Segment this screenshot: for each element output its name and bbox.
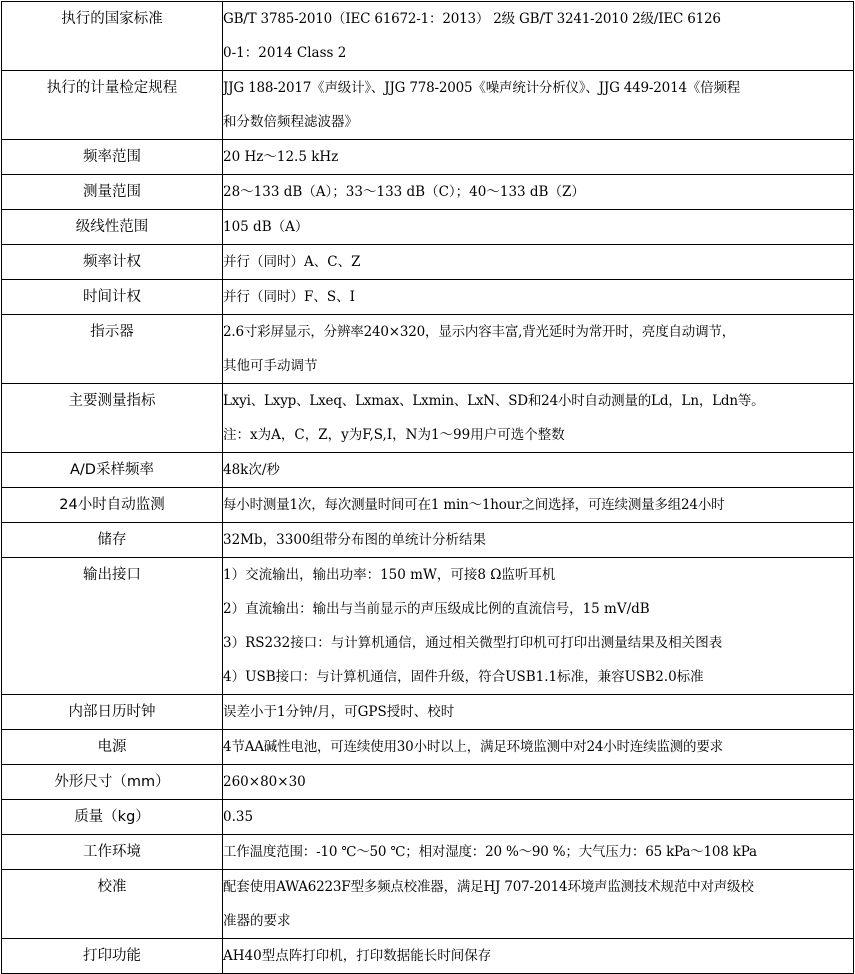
row-value	[223, 765, 854, 800]
row-value	[223, 870, 854, 939]
row-label: 频率范围	[2, 140, 223, 175]
row-value	[223, 800, 854, 835]
row-value	[223, 280, 854, 315]
spec-table	[1, 1, 854, 974]
value-line: 4节AA碱性电池，可连续使用30小时以上，满足环境监测中对24小时连续监测的要求	[223, 739, 723, 755]
spec-row-linearity-range	[2, 210, 854, 245]
value-line: 2）直流输出：输出与当前显示的声压级成比例的直流信号，15 mV/dB	[223, 601, 650, 617]
row-label: 工作环境	[2, 835, 223, 870]
value-line: 0-1：2014 Class 2	[223, 45, 347, 61]
spec-row-indicator	[2, 315, 854, 384]
row-label: 频率计权	[2, 245, 223, 280]
spec-row-power	[2, 730, 854, 765]
row-value	[223, 315, 854, 384]
row-value	[223, 140, 854, 175]
value-line: 32Mb，3300组带分布图的单统计分析结果	[223, 532, 486, 548]
value-line: 工作温度范围：-10 ℃～50 ℃；相对湿度：20 %～90 %；大气压力：65 kPa～108 kPa	[223, 844, 757, 860]
value-line: 误差小于1分钟/月，可GPS授时、校时	[223, 704, 455, 720]
row-label: 执行的国家标准	[2, 2, 223, 71]
row-value	[223, 939, 854, 974]
row-label: 电源	[2, 730, 223, 765]
row-value	[223, 695, 854, 730]
value-line: Lxyi、Lxyp、Lxeq、Lxmax、Lxmin、LxN、SD和24小时自动测量的Ld，Ln，Ldn等。	[223, 393, 765, 409]
spec-row-dimensions	[2, 765, 854, 800]
value-line: 1）交流输出，输出功率：150 mW，可接8 Ω监听耳机	[223, 567, 556, 583]
spec-row-output-interface	[2, 558, 854, 695]
row-value	[223, 210, 854, 245]
row-label: 测量范围	[2, 175, 223, 210]
value-line: AH40型点阵打印机，打印数据能长时间保存	[223, 948, 492, 964]
row-value	[223, 384, 854, 453]
row-label: 输出接口	[2, 558, 223, 695]
row-label: 质量（kg）	[2, 800, 223, 835]
spec-row-storage	[2, 523, 854, 558]
value-line: 2.6寸彩屏显示，分辨率240×320，显示内容丰富,背光延时为常开时，亮度自动调节，	[223, 324, 736, 340]
spec-row-calibration	[2, 870, 854, 939]
value-line: 并行（同时）F、S、I	[223, 289, 355, 305]
row-label: 内部日历时钟	[2, 695, 223, 730]
value-line: 每小时测量1次，每次测量时间可在1 min～1hour之间选择，可连续测量多组24小时	[223, 497, 725, 513]
spec-row-main-indicators	[2, 384, 854, 453]
value-line: 20 Hz～12.5 kHz	[223, 149, 339, 165]
value-line: JJG 188-2017《声级计》、JJG 778-2005《噪声统计分析仪》、JJG 449-2014《倍频程	[223, 80, 741, 96]
spec-row-weight	[2, 800, 854, 835]
row-value	[223, 71, 854, 140]
row-value	[223, 488, 854, 523]
row-label: 指示器	[2, 315, 223, 384]
spec-row-verification	[2, 71, 854, 140]
row-value	[223, 523, 854, 558]
row-label: 主要测量指标	[2, 384, 223, 453]
row-value	[223, 835, 854, 870]
value-line: 准器的要求	[223, 913, 291, 929]
row-label: 打印功能	[2, 939, 223, 974]
row-label: 校准	[2, 870, 223, 939]
row-value	[223, 453, 854, 488]
spec-row-standards	[2, 2, 854, 71]
spec-row-24h-monitoring	[2, 488, 854, 523]
spec-row-calendar-clock	[2, 695, 854, 730]
row-label: 执行的计量检定规程	[2, 71, 223, 140]
value-line: 其他可手动调节	[223, 358, 318, 374]
value-line: 105 dB（A）	[223, 219, 309, 235]
spec-row-time-weighting	[2, 280, 854, 315]
value-line: 并行（同时）A、C、Z	[223, 254, 361, 270]
spec-row-frequency-weighting	[2, 245, 854, 280]
value-line: 和分数倍频程滤波器》	[223, 114, 358, 130]
row-label: 储存	[2, 523, 223, 558]
value-line: 4）USB接口：与计算机通信，固件升级，符合USB1.1标准，兼容USB2.0标准	[223, 669, 704, 685]
row-value	[223, 175, 854, 210]
value-line: 3）RS232接口：与计算机通信，通过相关微型打印机可打印出测量结果及相关图表	[223, 635, 723, 651]
value-line: GB/T 3785-2010（IEC 61672-1：2013） 2级 GB/T 3241-2010 2级/IEC 6126	[223, 11, 721, 27]
row-value	[223, 2, 854, 71]
row-label: 24小时自动监测	[2, 488, 223, 523]
value-line: 28～133 dB（A）；33～133 dB（C）；40～133 dB（Z）	[223, 184, 585, 200]
spec-row-ad-sampling	[2, 453, 854, 488]
row-value	[223, 558, 854, 695]
row-label: A/D采样频率	[2, 453, 223, 488]
spec-row-printing	[2, 939, 854, 974]
row-label: 外形尺寸（mm）	[2, 765, 223, 800]
row-label: 时间计权	[2, 280, 223, 315]
row-value	[223, 730, 854, 765]
value-line: 48k次/秒	[223, 462, 280, 478]
spec-row-frequency-range	[2, 140, 854, 175]
row-label: 级线性范围	[2, 210, 223, 245]
value-line: 注：x为A，C，Z，y为F,S,I，N为1～99用户可选个整数	[223, 427, 565, 443]
value-line: 260×80×30	[223, 774, 306, 790]
spec-row-environment	[2, 835, 854, 870]
spec-table-body	[2, 2, 854, 974]
row-value	[223, 245, 854, 280]
spec-row-measurement-range	[2, 175, 854, 210]
value-line: 0.35	[223, 809, 254, 825]
value-line: 配套使用AWA6223F型多频点校准器，满足HJ 707-2014环境声监测技术规范中对声级校	[223, 879, 754, 895]
